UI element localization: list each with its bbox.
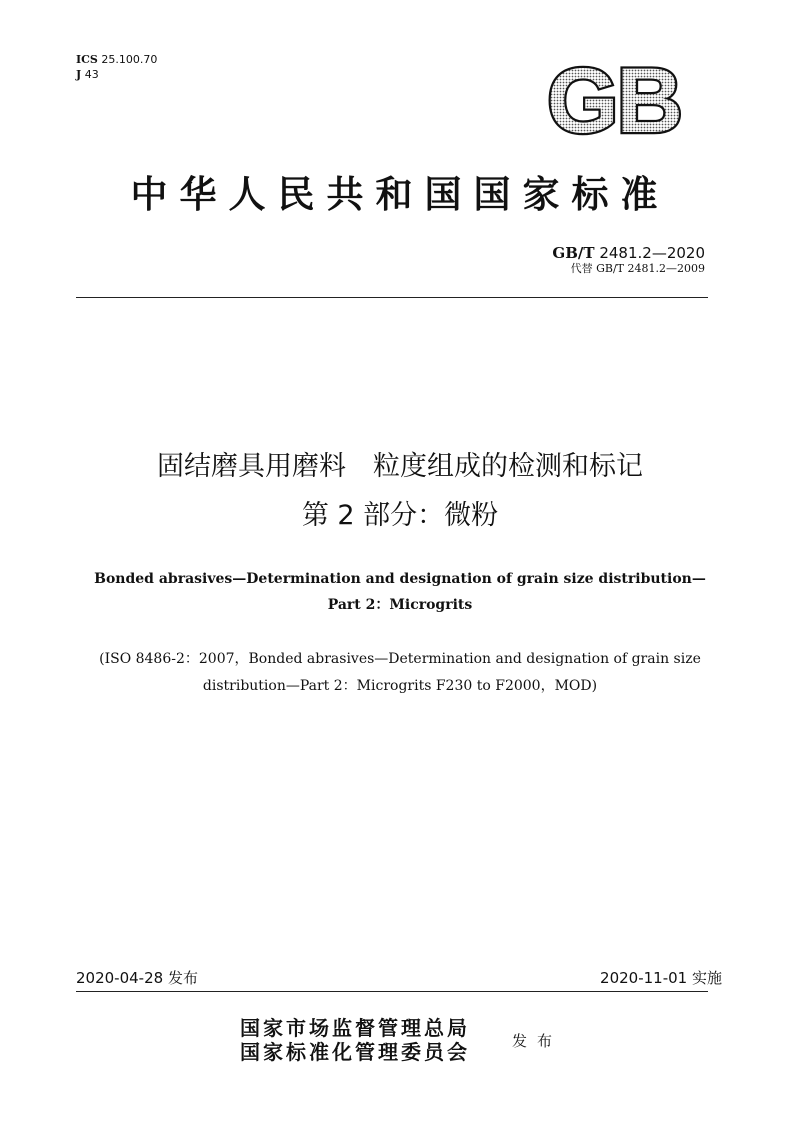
ccs-code: 43: [84, 68, 99, 81]
standard-number: [552, 244, 705, 262]
gb-logo: [523, 60, 705, 142]
issue-word: 发布: [512, 1032, 563, 1050]
cn-title-line1: 固结磨具用磨料 粒度组成的检测和标记: [157, 451, 643, 482]
issue-date: 2020-04-28 发布: [76, 969, 198, 987]
header-divider: [76, 297, 708, 298]
ics-label: ICS: [76, 53, 98, 66]
gb-logo-text: GB: [547, 60, 681, 142]
issuer-sac: 国家标准化管理委员会: [240, 1040, 470, 1064]
issuer-samr: 国家市场监督管理总局: [240, 1016, 470, 1040]
en-title-line2: Part 2：Microgrits: [327, 597, 473, 613]
ics-code: 25.100.70: [101, 53, 158, 66]
en-title-line1: Bonded abrasives—Determination and designation of grain size distribution—: [94, 571, 706, 587]
standard-code-prefix: GB/T: [552, 244, 595, 262]
ics-line: [76, 52, 157, 67]
implementation-date: 2020-11-01 实施: [600, 969, 722, 987]
footer-divider: [76, 991, 708, 992]
issuing-authorities: [240, 1016, 470, 1064]
national-standard-title: 中华人民共和国国家标准: [130, 172, 670, 216]
iso-reference-line1: (ISO 8486-2：2007，Bonded abrasives—Determination and designation of grain size: [99, 651, 701, 667]
ccs-line: [76, 67, 157, 82]
ccs-label: J: [76, 68, 82, 81]
cn-title-line2: 第 2 部分：微粉: [301, 500, 499, 531]
replaces-standard: 代替 GB/T 2481.2—2009: [570, 262, 705, 275]
standard-code-number: 2481.2—2020: [599, 244, 705, 262]
classification-codes: [76, 52, 157, 82]
iso-reference-line2: distribution—Part 2：Microgrits F230 to F2000，MOD): [202, 678, 598, 694]
